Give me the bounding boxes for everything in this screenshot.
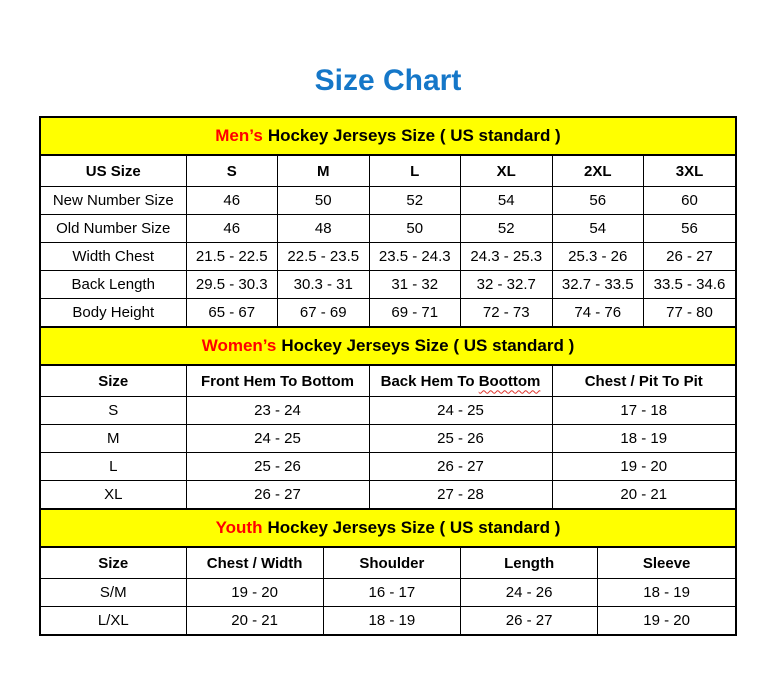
column-header: US Size: [41, 156, 186, 187]
column-header: S: [186, 156, 278, 187]
table-cell: 24 - 25: [186, 425, 369, 453]
table-cell: 29.5 - 30.3: [186, 271, 278, 299]
column-header: Size: [41, 548, 186, 579]
table-cell: 26 - 27: [644, 243, 736, 271]
table-cell: 50: [369, 215, 461, 243]
table-cell: 74 - 76: [552, 299, 644, 327]
table-cell: 32 - 32.7: [461, 271, 553, 299]
table-row: [41, 397, 735, 425]
table-cell: 16 - 17: [323, 579, 460, 607]
column-header: Front Hem To Bottom: [186, 366, 369, 397]
table-cell: 22.5 - 23.5: [278, 243, 370, 271]
table-cell: 69 - 71: [369, 299, 461, 327]
column-header: M: [278, 156, 370, 187]
women-size-table: [41, 366, 735, 508]
table-cell: 52: [369, 187, 461, 215]
table-cell: 60: [644, 187, 736, 215]
youth-section-highlight: Youth: [215, 518, 263, 537]
table-cell: 25 - 26: [186, 453, 369, 481]
table-cell: 17 - 18: [552, 397, 735, 425]
table-cell: 32.7 - 33.5: [552, 271, 644, 299]
table-cell: 48: [278, 215, 370, 243]
row-label: S: [41, 397, 186, 425]
men-size-table: [41, 156, 735, 326]
table-row: [41, 243, 735, 271]
youth-section-header: [41, 508, 735, 548]
table-row: [41, 425, 735, 453]
youth-section-title-text: Hockey Jerseys Size ( US standard ): [267, 518, 561, 537]
table-cell: 20 - 21: [552, 481, 735, 509]
table-row: [41, 453, 735, 481]
column-header-text: Back Hem To: [380, 372, 475, 390]
row-label: Width Chest: [41, 243, 186, 271]
column-header: XL: [461, 156, 553, 187]
table-cell: 52: [461, 215, 553, 243]
table-row: [41, 271, 735, 299]
table-cell: 54: [552, 215, 644, 243]
column-header: 2XL: [552, 156, 644, 187]
table-cell: 24 - 25: [369, 397, 552, 425]
table-cell: 30.3 - 31: [278, 271, 370, 299]
column-header: Chest / Width: [186, 548, 323, 579]
table-cell: 72 - 73: [461, 299, 553, 327]
table-cell: 26 - 27: [186, 481, 369, 509]
men-header-row: [41, 156, 735, 187]
column-header: Size: [41, 366, 186, 397]
table-cell: 46: [186, 215, 278, 243]
table-cell: 19 - 20: [598, 607, 735, 635]
table-row: [41, 607, 735, 635]
table-cell: 50: [278, 187, 370, 215]
table-cell: 20 - 21: [186, 607, 323, 635]
row-label: XL: [41, 481, 186, 509]
men-section-header: [41, 118, 735, 156]
column-header: Sleeve: [598, 548, 735, 579]
women-section-highlight: Women’s: [201, 336, 277, 355]
table-cell: 56: [644, 215, 736, 243]
column-header: Length: [461, 548, 598, 579]
row-label: L/XL: [41, 607, 186, 635]
table-cell: 67 - 69: [278, 299, 370, 327]
column-header: Chest / Pit To Pit: [552, 366, 735, 397]
table-cell: 25 - 26: [369, 425, 552, 453]
table-row: [41, 187, 735, 215]
table-cell: 24 - 26: [461, 579, 598, 607]
men-section-highlight: Men’s: [215, 126, 263, 145]
size-chart-container: [39, 116, 737, 636]
table-cell: 54: [461, 187, 553, 215]
youth-size-table: [41, 548, 735, 634]
table-cell: 25.3 - 26: [552, 243, 644, 271]
row-label: New Number Size: [41, 187, 186, 215]
table-cell: 19 - 20: [186, 579, 323, 607]
table-row: [41, 215, 735, 243]
table-cell: 65 - 67: [186, 299, 278, 327]
column-header: L: [369, 156, 461, 187]
table-cell: 21.5 - 22.5: [186, 243, 278, 271]
table-cell: 26 - 27: [369, 453, 552, 481]
column-header: 3XL: [644, 156, 736, 187]
table-cell: 23 - 24: [186, 397, 369, 425]
table-cell: 56: [552, 187, 644, 215]
table-row: [41, 481, 735, 509]
column-header: [369, 366, 552, 397]
table-cell: 18 - 19: [552, 425, 735, 453]
women-header-row: [41, 366, 735, 397]
row-label: Old Number Size: [41, 215, 186, 243]
row-label: Back Length: [41, 271, 186, 299]
table-row: [41, 299, 735, 327]
women-section-header: [41, 326, 735, 366]
table-cell: 27 - 28: [369, 481, 552, 509]
table-cell: 33.5 - 34.6: [644, 271, 736, 299]
table-cell: 77 - 80: [644, 299, 736, 327]
table-cell: 26 - 27: [461, 607, 598, 635]
row-label: S/M: [41, 579, 186, 607]
table-cell: 31 - 32: [369, 271, 461, 299]
women-section-title-text: Hockey Jerseys Size ( US standard ): [281, 336, 575, 355]
column-header: Shoulder: [323, 548, 460, 579]
table-cell: 18 - 19: [323, 607, 460, 635]
row-label: M: [41, 425, 186, 453]
row-label: L: [41, 453, 186, 481]
misspelled-word: Boottom: [478, 372, 541, 390]
table-cell: 19 - 20: [552, 453, 735, 481]
table-cell: 23.5 - 24.3: [369, 243, 461, 271]
page-title: Size Chart: [314, 64, 462, 97]
table-row: [41, 579, 735, 607]
men-section-title-text: Hockey Jerseys Size ( US standard ): [267, 126, 561, 145]
youth-header-row: [41, 548, 735, 579]
table-cell: 18 - 19: [598, 579, 735, 607]
table-cell: 46: [186, 187, 278, 215]
row-label: Body Height: [41, 299, 186, 327]
table-cell: 24.3 - 25.3: [461, 243, 553, 271]
